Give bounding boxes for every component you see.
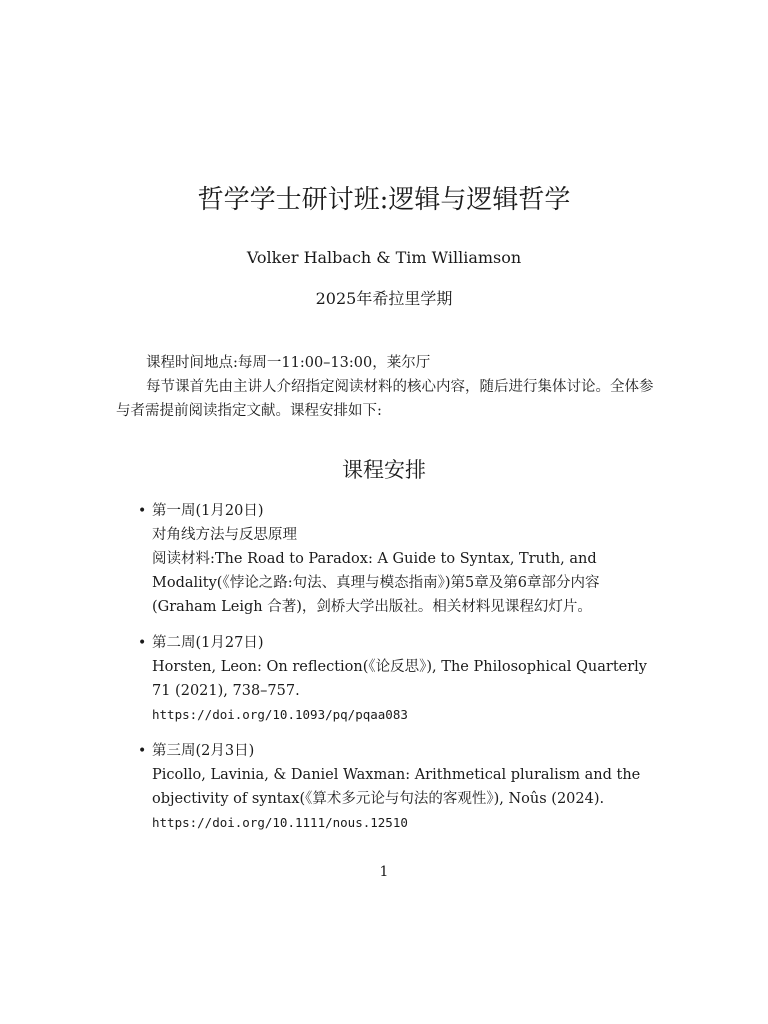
week-topic: 对角线方法与反思原理 — [152, 527, 297, 543]
page-number: 1 — [379, 864, 389, 880]
doi-link[interactable]: https://doi.org/10.1093/pq/pqaa083 — [152, 707, 408, 722]
schedule-item-week-1 — [116, 499, 658, 619]
week-label: 第二周(1月27日) — [152, 635, 264, 651]
schedule-list — [116, 499, 658, 847]
bullet-icon: • — [138, 635, 147, 651]
week-label: 第三周(2月3日) — [152, 743, 255, 759]
document-title: 哲学学士研讨班:逻辑与逻辑哲学 — [197, 185, 571, 215]
course-description: 每节课首先由主讲人介绍指定阅读材料的核心内容，随后进行集体讨论。全体参与者需提前阅读指定文献。课程安排如下: — [116, 379, 654, 419]
bullet-icon: • — [138, 743, 147, 759]
time-place: 课程时间地点:每周一11:00–13:00，莱尔厅 — [146, 355, 431, 371]
week-label: 第一周(1月20日) — [152, 503, 264, 519]
authors: Volker Halbach & Tim Williamson — [246, 248, 522, 267]
doi-link[interactable]: https://doi.org/10.1111/nous.12510 — [152, 815, 408, 830]
schedule-item-week-3 — [116, 739, 658, 835]
term: 2025年希拉里学期 — [315, 289, 453, 308]
week-reading: 阅读材料:The Road to Paradox: A Guide to Syntax, Truth, and Modality(《悖论之路:句法、真理与模态指南》)第5章及第6章部分内容(Graham Leigh 合著)，剑桥大学出版社。相关材料见课程幻灯片。 — [152, 551, 600, 615]
section-heading: 课程安排 — [342, 458, 426, 482]
schedule-item-week-2 — [116, 631, 658, 727]
bullet-icon: • — [138, 503, 147, 519]
intro — [116, 351, 656, 423]
week-reading: Picollo, Lavinia, & Daniel Waxman: Arithmetical pluralism and the objectivity of syntax(《算术多元论与句法的客观性》), Noûs (2024). — [152, 767, 641, 807]
week-reading: Horsten, Leon: On reflection(《论反思》), The Philosophical Quarterly 71 (2021), 738–757. — [152, 659, 647, 699]
